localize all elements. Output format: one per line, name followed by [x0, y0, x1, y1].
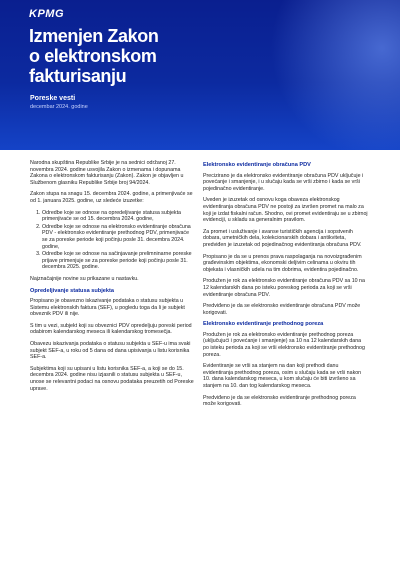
list-item: 3. Odredbe koje se odnose na sačinjavanje prelimninarne poreske prijave primenjuje se za poreske periode koji počinju posle 31. decembra 2025. godine.: [42, 251, 195, 271]
header-glow: [270, 0, 400, 150]
kpmg-logo: KPMG: [29, 8, 64, 20]
list-item: 2. Odredbe koje se odnose na elektronsko evidentiranje obračuna PDV - elektronsko evidentiranje prethodnog PDV, primenjivaće se za poreske periode koji počinju posle 31. decembra 2024. godine,: [42, 224, 195, 250]
paragraph: Za promet i usluživanje i avanse turističkih agencija i sopstvenih dobara, umetničkih dela, kolekcionarskih dobara i antikviteta, predviđen je izuzetak od pojedinačnog evidentiranja obračuna PDV.: [203, 228, 362, 248]
paragraph: Subjektima koji su upisani u listu korisnika SEF-a, a koji se do 15. decembra 2024. godine nisu izjasnili o statusu subjekta u SEF-u, unose se relevantni podaci na osnovu podataka preuzetih od Poreske uprave.: [30, 365, 194, 392]
section-heading-input-tax: Elektronsko evidentiranje prethodnog poreza: [203, 321, 324, 328]
paragraph: Predviđeno je da se elektronsko evidentiranje obračuna PDV može korigovati.: [203, 303, 361, 316]
paragraph: Uveden je izuzetak od osnovu koga obaveza elektronskog evidentiranja obračuna PDV ne postoji za izvršen promet na malo za koji je izdat fiskalni račun. Shodno, ovi promet evidentiraju se u zbirnoj evidenciji, u skladu sa generalnim pravilom.: [203, 197, 368, 224]
page-title: [29, 26, 229, 86]
left-column: [30, 160, 195, 397]
paragraph: Propisano je da se u prenos prava raspolaganja na novoizgrađenim građevinskim objektima, ekonomski deljivim celinama u okviru tih objekata i vlasničkih udela na tim dobrima, evidentira pojedinačno.: [203, 253, 362, 273]
header-banner: [0, 0, 400, 150]
exceptions-list: [30, 210, 195, 271]
list-item: 1. Odredbe koje se odnose na opredeljivanje statusa subjekta primenjivaće se od 15. decembra 2024. godine,: [42, 210, 195, 223]
title-line-3: fakturisanju: [29, 66, 127, 86]
subtitle: Poreske vesti: [30, 95, 76, 102]
title-line-1: Izmenjen Zakon: [29, 26, 159, 46]
paragraph: S tim u vezi, subjekt koji su obveznici PDV opredeljuju poreski period odabirom kalendarskog meseca ili kalendarskog tromesečja.: [30, 322, 192, 336]
effective-date-paragraph: Zakon stupa na snagu 15. decembra 2024. godine, a primenjivaće se od 1. januara 2025. godine, uz sledeće izuzetke:: [30, 191, 193, 204]
section-heading-status: Opredeljivanje statusa subjekta: [30, 287, 114, 294]
intro-paragraph: Narodna skupština Republike Srbije je na sednici održanoj 27. novembra 2024. godine usvojila Zakon o izmenama i dopunama Zakona o elektronskom fakturisanju (Zakon). Zakon je objavljen u Službenom glasniku Republike Srbije broj 94/2024.: [30, 160, 184, 186]
section-heading-vat-records: Elektronsko evidentiranje obračuna PDV: [203, 162, 311, 168]
publication-date: decembar 2024. godine: [30, 104, 88, 110]
novelties-paragraph: Najznačajnije novine su prikazane u nastavku.: [30, 275, 139, 282]
paragraph: Obavezu iskazivanja podataka o statusu subjekta u SEF-u ima svaki subjekt SEF-a, u roku od 5 dana od dana upisivanja u listu korisnika SEF-a.: [30, 341, 191, 361]
title-line-2: o elektronskom: [29, 46, 157, 66]
right-column: [203, 160, 368, 413]
paragraph: Predviđeno je da se elektronsko evidentiranje prethodnog poreza može korigovati.: [203, 394, 356, 408]
paragraph: Propisano je obavezno iskazivanje podataka o statusu subjekta u Sistemu elektronskih faktura (SEF), u pogledu toga da li je subjekt obveznik PDV ili nije.: [30, 298, 185, 318]
paragraph: Evidentiranje se vrši sa stanjem na dan koji prethodi danu evidentiranja prethodnog poreza, osim u slučaju kada se vrši nakon 10. dana kalendarskog meseca, u kom slučaju će biti izvršeno sa stanjem na 10. dan tog kalendarskog meseca.: [203, 363, 362, 390]
paragraph: Produžen je rok za elektronsko evidentiranje obračuna PDV sa 10 na 12 kalendarskih dana po isteku poreskog perioda za koji se vrši evidentiranje obračuna PDV.: [203, 278, 365, 298]
paragraph: Precizirano je da elektronsko evidentiranje obračuna PDV uključuje i povećanje i smanjenje, i u slučaju kada se vrši zbirno i kada se vrši pojedinačno evidentiranje.: [203, 172, 364, 192]
paragraph: Produžen je rok za elektronsko evidentiranje prethodnog poreza (uključujući i povećanje i smanjenje) sa 10 na 12 kalendarskih dana po isteku perioda za koji se vrši elektronsko evidentiranje prethodnog poreza.: [203, 331, 365, 358]
